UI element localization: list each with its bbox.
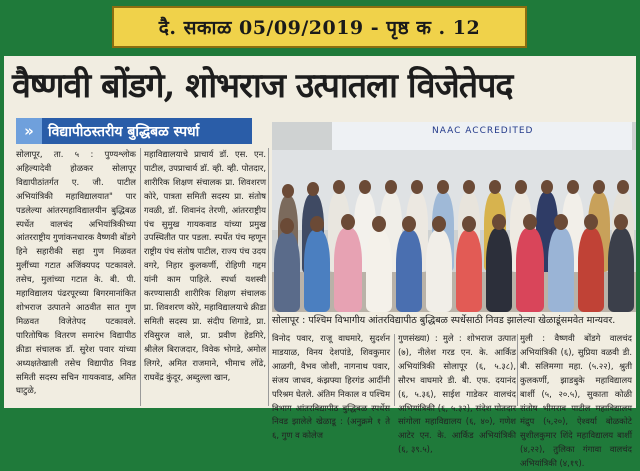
column-divider <box>394 334 395 406</box>
photo-person-head <box>437 180 449 194</box>
photo-person <box>578 228 604 312</box>
photo-person-head <box>489 180 501 194</box>
article-column-2: महाविद्यालयाचे प्राचार्य डॉ. एस. एन. पाटील, उपप्राचार्य डॉ. व्ही. व्ही. पोतदार, शारीरिक शिक्षण संचालक प्रा. शिवशरण कोरे, पात्रता समिती सदस्य प्रा. संतोष गवळी, डॉ. शिवानंद तेरणी, आंतरराष्ट्रीय पंच सुमुख गायकवाड यांच्या प्रमुख उपस्थितीत पार पडला. स्पर्धेत पंच म्हणून राष्ट्रीय पंच संतोष पाटील, राज्य पंच उदय वगरे, निहार कुलकर्णी, रोहिणी गद्दम यांनी काम पाहिले. स्पर्धा यशस्वी करण्यासाठी शारीरिक शिक्षण संचालक प्रा. शिवशरण कोरे, महाविद्यालयाचे क्रीडा समिती सदस्य प्रा. संदीप शिगाडे, प्रा. रविसुरज वाले, प्रा. प्रवीण हेडगिरे, श्रीलेल बिराजदार, विवेक भोगडे, अमोल लिगरे, अमित राजमाने, भीमाच लोंढे, राघवेंद्र कुंदूर, अब्दुल्ला खान, <box>144 149 266 382</box>
photo-person-head <box>584 214 598 230</box>
photo-person <box>396 230 422 312</box>
photo-person-head <box>492 214 506 230</box>
news-clipping <box>4 56 636 469</box>
article-column-5: मुली : वैष्णवी बोंडगे वालचंद अभियांत्रिकी (६), सुप्रिया वळवी डी. बी. सलिमग्गा महा. (५.२२), श्रुती कुलकर्णी, झाडबुके महाविद्यालय बार्शी (५, २०.५), सुकाता कोळी संतोष भीमराव पाटील महाविद्यालय मंद्रुप (५,२०), ऐश्वर्या बोळकोटे सुशीलकुमार शिंदे महाविद्यालय बार्शी (४,२२), तुलिका गंगावा वालचंद अभियांत्रिकी (४,१९). <box>520 333 632 469</box>
photo-person <box>456 230 482 312</box>
column-divider <box>140 148 141 406</box>
article-column-1: सोलापूर, ता. ५ : पुण्यश्लोक अहिल्यादेवी होळकर सोलापूर विद्यापीठांतर्गत ए. जी. पाटील अभियांत्रिकी महाविद्यालयात" पार पडलेल्या आंतरमहाविद्यालयीन बुद्धिबळ स्पर्धेत वालचंद अभियांत्रिकीच्या आंतरराष्ट्रीय गुणांकनधारक वैष्णवी बोंडगे हिने सहारीकी सहा गुण मिळवत मुलींच्या गटात अजिंक्यपद पटकावले. तसेच, मुलांच्या गटात के. बी. पी. महाविद्यालय पंढरपूरच्या बिगरमानांकित शोभराज उत्पातने आठवीत सात गुण मिळवत विजेतेपद पटकावले. पारितोषिक वितरण समारंभ विद्यापीठ क्रीडा संचालक डॉ. सुरेश पवार यांच्या अध्यक्षतेखाली तसेच विद्यापीठ निवड समिती सदस्य सचिन गायकवाड, अमित घाटुळे, <box>16 149 136 396</box>
photo-person-head <box>372 216 386 232</box>
photo-person <box>426 230 452 312</box>
photo-person <box>548 228 574 312</box>
photo-person <box>608 228 634 312</box>
masthead-band <box>0 0 640 54</box>
photo-person <box>274 232 300 312</box>
subheading-text: विद्यापीठस्तरीय बुद्धिबळ स्पर्धा <box>48 123 200 140</box>
group-photo <box>272 122 636 312</box>
photo-person-head <box>617 180 629 194</box>
photo-person-head <box>385 180 397 194</box>
photo-caption: सोलापूर : पश्चिम विभागीय आंतरविद्यापीठ बुद्धिबळ स्पर्धेसाठी निवड झालेल्या खेळाडूंसमवेत मान्यवर. <box>272 315 616 326</box>
publication-date-line: दै. सकाळ 05/09/2019 - पृष्ठ क . 12 <box>112 6 527 48</box>
photo-banner-text: NAAC ACCREDITED <box>432 126 534 136</box>
photo-person-head <box>462 216 476 232</box>
photo-person-head <box>341 214 355 230</box>
photo-person <box>366 230 392 312</box>
photo-person <box>486 228 512 312</box>
photo-person-head <box>280 218 294 234</box>
photo-person-head <box>463 180 475 194</box>
photo-person-head <box>282 184 294 198</box>
photo-person-head <box>541 180 553 194</box>
article-subheading <box>16 118 252 144</box>
photo-person-head <box>333 180 345 194</box>
article-headline: वैष्णवी बोंडगे, शोभराज उत्पातला विजेतेपद <box>12 66 513 106</box>
photo-person-head <box>411 180 423 194</box>
photo-person-head <box>523 214 537 230</box>
column-divider <box>268 148 269 406</box>
column-divider <box>517 334 518 406</box>
photo-person-head <box>515 180 527 194</box>
photo-person-head <box>593 180 605 194</box>
article-column-3: विनोद पवार, राजू वाघमारे, सुदर्शन माडयाळ, विनय देशपांडे, शिवकुमार आळगी, वैभव जोशी, नागनाथ पवार, संजय जाधव, कंझफ्या हिरगंड आदींनी परिश्रम घेतले. अंतिम निकाल व पश्चिम विभाग आंतरविद्यापीठ बुद्धिबळ स्पर्धेस निवड झालेले खेळाडू : (अनुक्रमे १ ते ६, गुण व कोलेज <box>272 333 390 441</box>
photo-person <box>304 230 330 312</box>
photo-person-head <box>402 216 416 232</box>
photo-person-head <box>310 216 324 232</box>
photo-person-head <box>307 182 319 196</box>
photo-banner <box>332 122 632 150</box>
photo-person-head <box>554 214 568 230</box>
photo-person-head <box>359 180 371 194</box>
photo-person-head <box>567 180 579 194</box>
article-column-4: गुणसंख्या) : मुले : शोभराज उत्पात (७), नीलेश गरड एन. के. आर्किड अभियांत्रिकी सोलापूर (६, ५.३८), सौरभ वाघमारे डी. बी. एफ. दयानंद (६, ५.३६), साईश गाडेकर वालचंद अभियांत्रिकी (६, ५.३२), संदेश पोतदार सांगोला महाविद्यालय (६, ४०), गणेश आटेर एन. के. आर्किड अभियांत्रिकी (६, ३९.५), <box>398 333 516 455</box>
double-chevron-icon: » <box>16 118 42 144</box>
photo-person <box>516 228 544 312</box>
photo-person <box>334 228 362 312</box>
photo-person-head <box>614 214 628 230</box>
photo-person-head <box>432 216 446 232</box>
